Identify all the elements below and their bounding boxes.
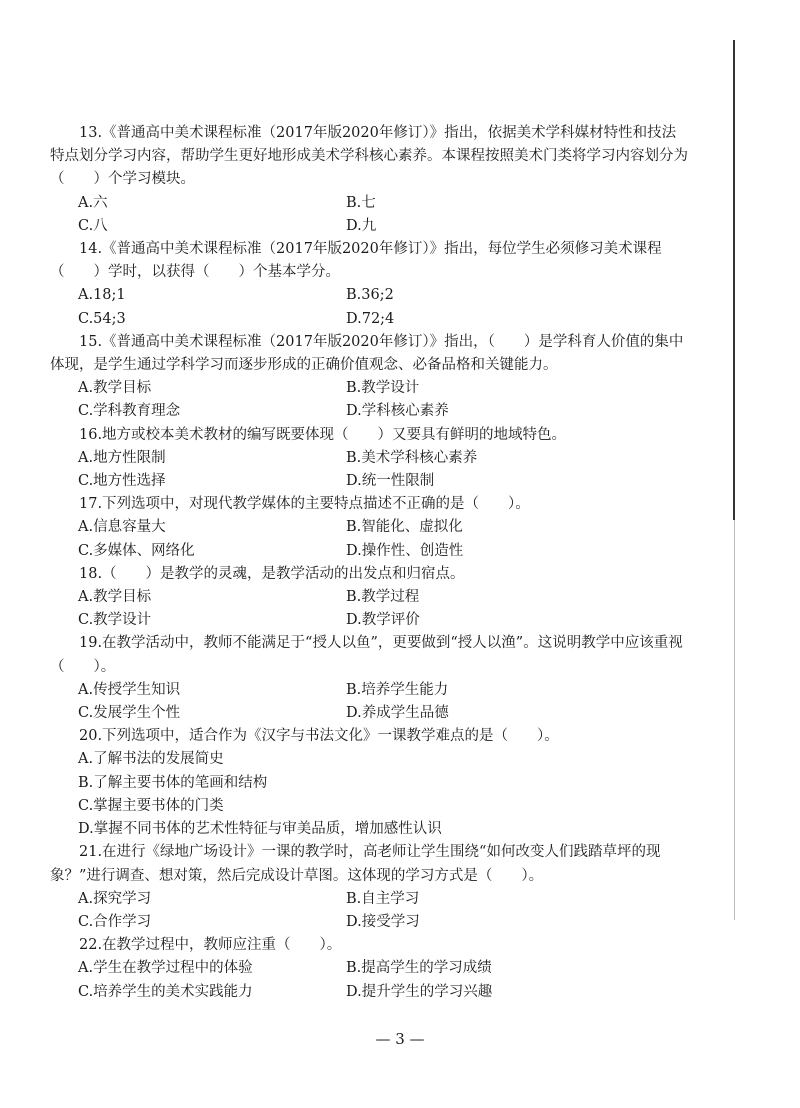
option: D.九 [346,217,377,234]
options-row [50,284,690,307]
binding-line [733,40,735,520]
options-row [50,400,690,423]
option: A.探究学习 [78,890,152,907]
options-row [50,702,690,725]
question-stem: 13.《普通高中美术课程标准（2017年版2020年修订）》指出，依据美术学科媒材特性和技法特点划分学习内容，帮助学生更好地形成美术学科核心素养。本课程按照美术门类将学习内容划分为（ ）个学习模块。 [50,125,688,188]
option: D.接受学习 [346,913,420,930]
option: D.统一性限制 [346,473,435,490]
option: B.了解主要书体的笔画和结构 [78,774,268,791]
options-row [50,447,690,470]
options-row [50,609,690,632]
question-stem: 21.在进行《绿地广场设计》一课的教学时，高老师让学生围绕“如何改变人们践踏草坪的现象？”进行调查、想对策，然后完成设计草图。这体现的学习方式是（ ）。 [50,844,661,884]
options-row [50,215,690,238]
option: B.七 [346,194,376,211]
options-row [50,679,690,702]
options-row [50,377,690,400]
question-stem: 22.在教学过程中，教师应注重（ ）。 [79,937,342,954]
option: A.18;1 [78,287,126,304]
options-row [50,470,690,493]
option: D.学科核心素养 [346,403,449,420]
question-stem: 19.在教学活动中，教师不能满足于“授人以鱼”，更要做到“授人以渔”。这说明教学中应该重视（ ）。 [50,635,683,675]
option: C.培养学生的美术实践能力 [78,983,253,1000]
options-row [50,911,690,934]
question-stem: 17.下列选项中，对现代教学媒体的主要特点描述不正确的是（ ）。 [79,496,530,513]
option: D.掌握不同书体的艺术性特征与审美品质，增加感性认识 [78,821,442,838]
option: A.教学目标 [78,589,152,606]
option: B.美术学科核心素养 [346,449,478,466]
options-row [50,308,690,331]
option: D.提升学生的学习兴趣 [346,983,493,1000]
option: C.地方性选择 [78,473,166,490]
option: A.信息容量大 [78,519,166,536]
question-stem: 18.（ ）是教学的灵魂，是教学活动的出发点和归宿点。 [79,565,465,582]
option: C.八 [78,217,108,234]
options-row [50,957,690,980]
question-list [50,122,690,1004]
option: A.传授学生知识 [78,681,181,698]
option: D.操作性、创造性 [346,542,464,559]
options-row [50,192,690,215]
option: B.提高学生的学习成绩 [346,960,492,977]
option: C.学科教育理念 [78,403,181,420]
option: A.学生在教学过程中的体验 [78,960,253,977]
option: D.72;4 [346,310,395,327]
binding-line-faint [734,520,735,920]
option: D.教学评价 [346,612,420,629]
option: B.培养学生能力 [346,681,449,698]
option: C.掌握主要书体的门类 [78,797,224,814]
question-stem: 20.下列选项中，适合作为《汉字与书法文化》一课教学难点的是（ ）。 [79,728,559,745]
option: C.教学设计 [78,612,152,629]
option: B.教学过程 [346,589,420,606]
option: C.54;3 [78,310,126,327]
page-number: — 3 — [375,1030,425,1048]
option: A.地方性限制 [78,449,166,466]
options-row [50,540,690,563]
option: A.六 [78,194,108,211]
option: C.合作学习 [78,913,152,930]
option: B.智能化、虚拟化 [346,519,463,536]
options-row [50,586,690,609]
options-row [50,516,690,539]
options-row [50,888,690,911]
option: B.教学设计 [346,380,420,397]
option: C.多媒体、网络化 [78,542,195,559]
option: B.自主学习 [346,890,420,907]
question-stem: 15.《普通高中美术课程标准（2017年版2020年修订）》指出，（ ）是学科育人价值的集中体现，是学生通过学科学习而逐步形成的正确价值观念、必备品格和关键能力。 [50,333,684,374]
options-row [50,981,690,1004]
option: A.了解书法的发展简史 [78,751,224,768]
option: C.发展学生个性 [78,705,181,722]
option: D.养成学生品德 [346,705,449,722]
option: A.教学目标 [78,380,152,397]
question-stem: 16.地方或校本美术教材的编写既要体现（ ）又要具有鲜明的地域特色。 [79,426,567,443]
option: B.36;2 [346,287,394,304]
question-stem: 14.《普通高中美术课程标准（2017年版2020年修订）》指出，每位学生必须修习美术课程（ ）学时，以获得（ ）个基本学分。 [50,241,662,281]
